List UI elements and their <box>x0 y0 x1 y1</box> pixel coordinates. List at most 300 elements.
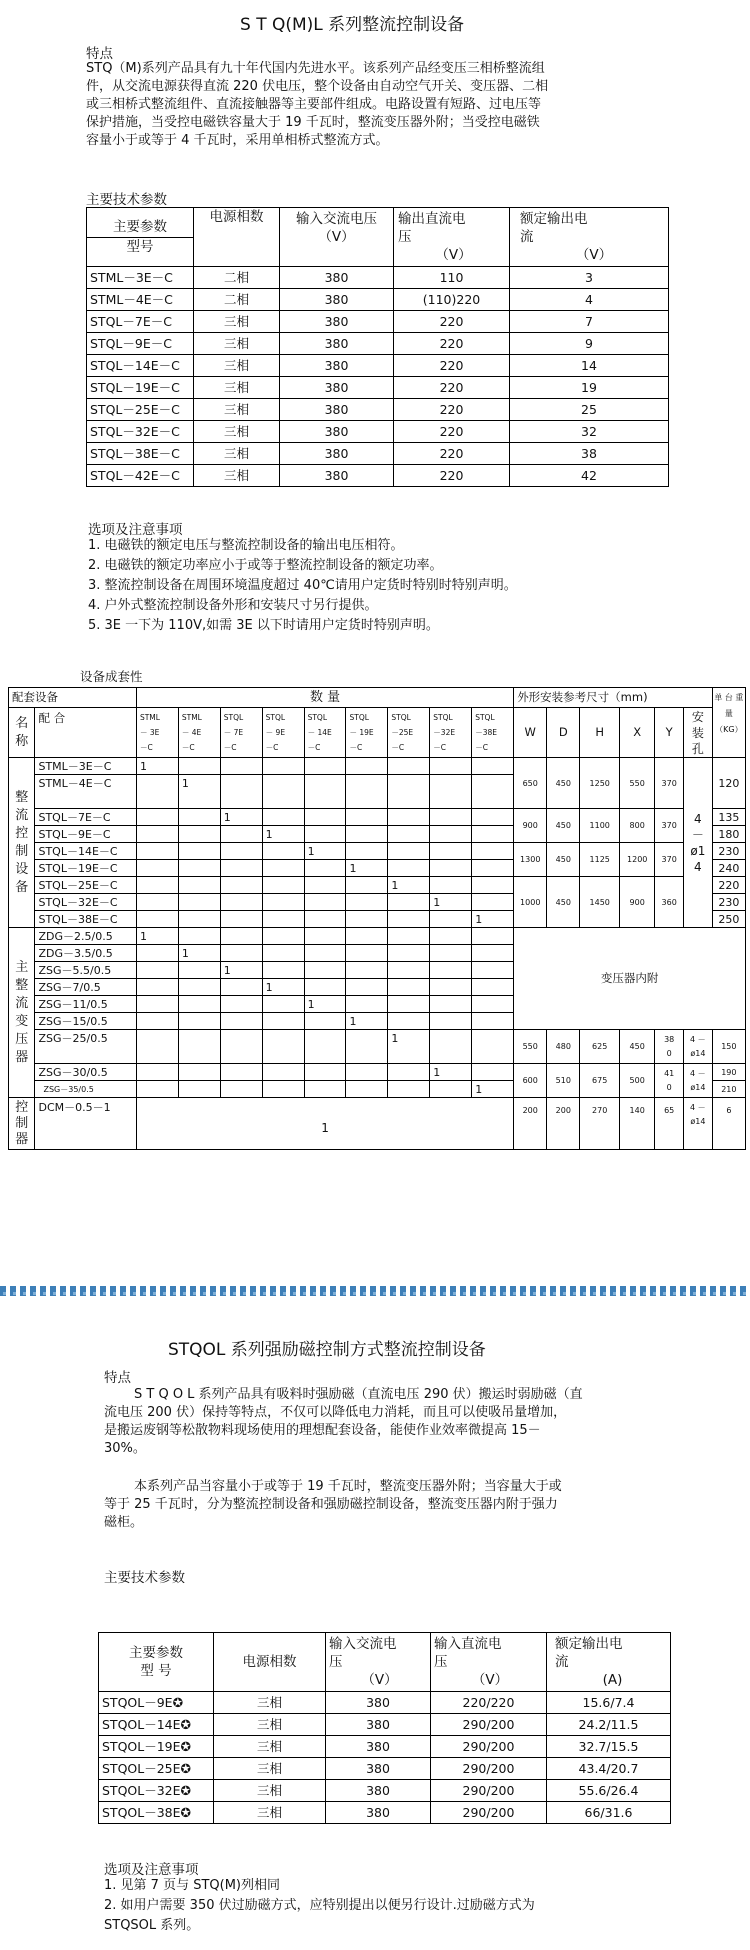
header-unit-weight-label: 单 台 重 量 <box>714 693 744 718</box>
cell-qty: 1 <box>472 1081 514 1098</box>
header-main-params <box>99 1633 214 1692</box>
section3-spec-table <box>98 1632 671 1824</box>
cell-output: (110)220 <box>394 289 510 311</box>
cell-input: 380 <box>280 311 394 333</box>
table-row <box>99 1758 671 1780</box>
cell-phases: 三相 <box>194 311 280 333</box>
header-rated-unit: （V） <box>575 247 613 263</box>
text-line: 流电压 200 伏）保持等特点，不仅可以降低电力消耗，而且可以使吸吊量增加， <box>104 1405 567 1420</box>
cell-qty: 1 <box>220 962 262 979</box>
cell-dim: 1300 <box>514 843 547 877</box>
cell-current: 43.4/20.7 <box>547 1758 671 1780</box>
cell-weight: 6 <box>712 1098 745 1150</box>
text-line: S T Q O L 系列产品具有吸料时强励磁（直流电压 290 伏）搬运时弱励磁（直 <box>134 1387 583 1402</box>
cell-output: 220 <box>394 465 510 487</box>
cell-input: 380 <box>280 399 394 421</box>
header-phases: 电源相数 <box>214 1633 326 1692</box>
cell-model: STQOL－9E✪ <box>99 1692 214 1714</box>
header-mount-hole: 安 装 孔 <box>684 708 713 758</box>
cell-dim: 1125 <box>580 843 620 877</box>
section1-params-label: 主要技术参数 <box>86 192 167 208</box>
cell-dim: 900 <box>620 877 655 928</box>
text-line: 等于 25 千瓦时，分为整流控制设备和强励磁控制设备，整流变压器内附于强力 <box>104 1497 558 1512</box>
section3-notes-label: 选项及注意事项 <box>104 1862 199 1878</box>
table-row <box>87 399 669 421</box>
cell-input: 380 <box>326 1758 431 1780</box>
mount-text: ø14 <box>690 1117 706 1126</box>
section1-notes <box>88 536 517 636</box>
cell-output: 220 <box>394 311 510 333</box>
header-rated-label: 额定输出电 <box>555 1636 623 1652</box>
header-input-unit: （V） <box>361 1672 398 1688</box>
header-quantity: 数 量 <box>136 688 513 708</box>
table-row <box>9 1098 746 1150</box>
mount-text: 4 － <box>690 1034 706 1044</box>
cell-phases: 三相 <box>214 1692 326 1714</box>
cell-model: STQL－9E－C <box>35 826 136 843</box>
cell-dim: 370 <box>655 843 684 877</box>
cell-input: 380 <box>280 355 394 377</box>
cell-dim: 450 <box>547 877 580 928</box>
table-row <box>99 1692 671 1714</box>
mount-text: ø14 <box>690 1048 706 1058</box>
table-row <box>87 421 669 443</box>
cell-mount-small <box>684 1098 713 1150</box>
qty-col-header <box>430 708 472 758</box>
cell-qty: 1 <box>388 1030 430 1064</box>
header-pairing: 配 合 <box>35 708 136 758</box>
cell-dim: 270 <box>580 1098 620 1150</box>
cell-qty: 1 <box>220 809 262 826</box>
cell-dim: 900 <box>514 809 547 843</box>
cell-current: 42 <box>510 465 669 487</box>
table-row <box>87 355 669 377</box>
header-input-label: 输入交流电 <box>329 1636 397 1652</box>
table-row <box>87 333 669 355</box>
mount-text: － <box>691 827 704 842</box>
cell-qty: 1 <box>472 911 514 928</box>
qty-col-a: STML <box>139 712 160 722</box>
header-output <box>431 1633 547 1692</box>
qty-col-b: － 14E <box>307 727 332 737</box>
list-item: 2. 电磁铁的额定功率应小于或等于整流控制设备的额定功率。 <box>88 558 443 573</box>
list-item: 1. 电磁铁的额定电压与整流控制设备的输出电压相符。 <box>88 538 404 553</box>
cell-dim: 510 <box>547 1064 580 1098</box>
qty-col-c: －C <box>391 742 405 752</box>
section2-title: 设备成套性 <box>80 669 143 684</box>
cell-model: STQOL－32E✪ <box>99 1780 214 1802</box>
cell-dim: 370 <box>655 809 684 843</box>
cell-dim: 550 <box>514 1030 547 1064</box>
cell-model: STQL－42E－C <box>87 465 194 487</box>
cell-weight: 120 <box>712 758 745 809</box>
cell-dim: 480 <box>547 1030 580 1064</box>
header-main-params <box>87 208 194 267</box>
qty-col-c: －C <box>307 742 321 752</box>
cell-qty: 1 <box>346 860 388 877</box>
cell-model: ZDG－2.5/0.5 <box>35 928 136 945</box>
cell-phases: 三相 <box>194 465 280 487</box>
qty-col-a: STQL <box>433 712 453 722</box>
cell-model: STQOL－38E✪ <box>99 1802 214 1824</box>
header-input <box>326 1633 431 1692</box>
equipment-table <box>8 687 746 1150</box>
cell-dim: 550 <box>620 758 655 809</box>
cell-mount-small <box>684 1064 713 1098</box>
cell-output: 290/200 <box>431 1758 547 1780</box>
header-output-unit: （V） <box>435 247 472 263</box>
cell-dim <box>655 1030 684 1064</box>
cell-output: 220 <box>394 421 510 443</box>
text-line: 是搬运废钢等松散物料现场使用的理想配套设备，能使作业效率微提高 15－ <box>104 1423 541 1438</box>
qty-col-b: － 19E <box>349 727 374 737</box>
header-model-label: 型 号 <box>140 1663 172 1679</box>
list-item: 5. 3E 一下为 110V,如需 3E 以下时请用户定货时特别声明。 <box>88 618 439 633</box>
cell-model: ZDG－3.5/0.5 <box>35 945 136 962</box>
qty-col-c: －C <box>139 742 153 752</box>
header-main-params-label: 主要参数 <box>113 219 167 235</box>
header-dimensions: 外形安装参考尺寸（mm) <box>514 688 713 708</box>
cell-input: 380 <box>326 1714 431 1736</box>
cell-current: 4 <box>510 289 669 311</box>
cell-current: 19 <box>510 377 669 399</box>
cell-dim: 200 <box>547 1098 580 1150</box>
cell-dim: 450 <box>547 809 580 843</box>
cell-model: STQL－32E－C <box>35 894 136 911</box>
section3-title: STQOL 系列强励磁控制方式整流控制设备 <box>168 1340 486 1360</box>
cell-dim: 1250 <box>580 758 620 809</box>
header-main-params-label: 主要参数 <box>129 1645 183 1661</box>
qty-col-header <box>220 708 262 758</box>
header-input-label2: 压 <box>329 1654 343 1670</box>
cell-model: STML－4E－C <box>87 289 194 311</box>
cell-model: STQL－38E－C <box>35 911 136 928</box>
cell-phases: 三相 <box>194 333 280 355</box>
cell-qty: 1 <box>262 979 304 996</box>
table-row <box>87 465 669 487</box>
cell-weight: 250 <box>712 911 745 928</box>
header-output-dc-label: 输出直流电 <box>398 211 466 227</box>
cell-current: 32 <box>510 421 669 443</box>
cell-input: 380 <box>280 377 394 399</box>
cell-current: 32.7/15.5 <box>547 1736 671 1758</box>
qty-col-a: STML <box>181 712 202 722</box>
cell-model: STQL－7E－C <box>35 809 136 826</box>
cell-input: 380 <box>326 1692 431 1714</box>
header-rated-label2: 流 <box>555 1654 569 1670</box>
qty-col-header <box>472 708 514 758</box>
qty-col-header <box>346 708 388 758</box>
cell-model: DCM－0.5－1 <box>35 1098 136 1150</box>
cell-dim: 1100 <box>580 809 620 843</box>
cell-output: 110 <box>394 267 510 289</box>
table-row <box>9 809 746 826</box>
cell-output: 290/200 <box>431 1802 547 1824</box>
cell-current: 3 <box>510 267 669 289</box>
table-row <box>87 289 669 311</box>
cell-input: 380 <box>280 333 394 355</box>
dim-col-w: W <box>514 708 547 758</box>
cell-qty: 1 <box>136 758 178 775</box>
dim-col-y: Y <box>655 708 684 758</box>
mount-text: 4 － <box>690 1103 706 1112</box>
cell-model: ZSG－11/0.5 <box>35 996 136 1013</box>
header-paired-equipment: 配套设备 <box>9 688 137 708</box>
cell-output: 220/220 <box>431 1692 547 1714</box>
cell-weight: 150 <box>712 1030 745 1064</box>
header-unit-weight <box>712 688 745 758</box>
qty-col-b: － 9E <box>265 727 286 737</box>
cell-weight: 180 <box>712 826 745 843</box>
cell-dim: 65 <box>655 1098 684 1150</box>
cell-phases: 二相 <box>194 267 280 289</box>
cell-dim: 1450 <box>580 877 620 928</box>
list-item: 3. 整流控制设备在周围环境温度超过 40℃请用户定货时特别时特别声明。 <box>88 578 517 593</box>
cell-model: STQL－19E－C <box>35 860 136 877</box>
cell-qty: 1 <box>178 945 220 962</box>
cell-model: STQL－25E－C <box>87 399 194 421</box>
cell-qty: 1 <box>430 1064 472 1081</box>
text-line: 磁柜。 <box>104 1515 144 1530</box>
dim-col-h: H <box>580 708 620 758</box>
cell-model: STQOL－14E✪ <box>99 1714 214 1736</box>
cell-current: 7 <box>510 311 669 333</box>
cell-phases: 三相 <box>214 1714 326 1736</box>
cell-dim: 1200 <box>620 843 655 877</box>
table-row <box>87 443 669 465</box>
cell-model: ZSG－25/0.5 <box>35 1030 136 1064</box>
cell-qty: 1 <box>136 928 178 945</box>
qty-col-c: －C <box>223 742 237 752</box>
qty-col-a: STQL <box>391 712 411 722</box>
header-input-unit: （V） <box>318 229 355 245</box>
cell-phases: 三相 <box>194 399 280 421</box>
mount-text: 4 － <box>690 1068 706 1078</box>
cell-phases: 三相 <box>214 1780 326 1802</box>
qty-col-header <box>262 708 304 758</box>
cell-output: 220 <box>394 399 510 421</box>
cell-input: 380 <box>280 267 394 289</box>
cell-model: ZSG－35/0.5 <box>35 1081 136 1098</box>
cell-model: STQL－14E－C <box>87 355 194 377</box>
mount-text: ø1 <box>690 843 706 858</box>
header-name-col: 名 称 <box>9 708 35 758</box>
cell-dim: 800 <box>620 809 655 843</box>
qty-col-a: STQL <box>307 712 328 722</box>
qty-col-header <box>136 708 178 758</box>
cell-dim: 140 <box>620 1098 655 1150</box>
cell-qty: 1 <box>262 826 304 843</box>
text-line: STQ（M)系列产品具有九十年代国内先进水平。该系列产品经变压三相桥整流组 <box>86 61 545 76</box>
cell-mount-small <box>684 1030 713 1064</box>
header-rated-label: 额定输出电 <box>520 211 588 227</box>
cell-phases: 二相 <box>194 289 280 311</box>
qty-col-b: － 7E <box>223 727 244 737</box>
table-row <box>9 843 746 860</box>
dim-col-x: X <box>620 708 655 758</box>
section3-features-label: 特点 <box>104 1370 131 1386</box>
cell-input: 380 <box>280 465 394 487</box>
cell-phases: 三相 <box>194 421 280 443</box>
cell-current: 55.6/26.4 <box>547 1780 671 1802</box>
transformer-internal-note: 变压器内附 <box>514 928 746 1030</box>
header-output-label: 输入直流电 <box>434 1636 502 1652</box>
list-item: 1. 见第 7 页与 STQ(M)列相同 <box>104 1878 280 1893</box>
cell-dim: 625 <box>580 1030 620 1064</box>
header-output-dc-label2: 压 <box>398 229 412 245</box>
qty-col-c: －C <box>265 742 279 752</box>
dim-col-d: D <box>547 708 580 758</box>
text-line: 件，从交流电源获得直流 220 伏电压，整个设备由自动空气开关、变压器、二相 <box>86 79 549 94</box>
cell-dim: 450 <box>547 758 580 809</box>
category-control: 整 流 控 制 设 备 <box>9 758 35 928</box>
text-line: 本系列产品当容量小于或等于 19 千瓦时，整流变压器外附；当容量大于或 <box>134 1479 562 1494</box>
header-phases: 电源相数 <box>194 208 280 267</box>
cell-phases: 三相 <box>214 1758 326 1780</box>
cell-output: 220 <box>394 377 510 399</box>
cell-dim: 370 <box>655 758 684 809</box>
cell-model: STQL－38E－C <box>87 443 194 465</box>
cell-dim: 650 <box>514 758 547 809</box>
cell-weight: 190 <box>712 1064 745 1081</box>
cell-input: 380 <box>326 1780 431 1802</box>
cell-model: STQOL－25E✪ <box>99 1758 214 1780</box>
qty-col-header <box>304 708 346 758</box>
cell-weight: 230 <box>712 894 745 911</box>
mount-text: ø14 <box>690 1082 706 1092</box>
table-row <box>9 1064 746 1081</box>
table-row <box>87 377 669 399</box>
cell-dim: 450 <box>547 843 580 877</box>
text-line: 或三相桥式整流组件、直流接触器等主要部件组成。电路设置有短路、过电压等 <box>86 97 542 112</box>
cell-current: 15.6/7.4 <box>547 1692 671 1714</box>
section1-spec-table <box>86 207 669 487</box>
table-row <box>9 877 746 894</box>
cell-phases: 三相 <box>194 443 280 465</box>
cell-input: 380 <box>280 289 394 311</box>
qty-col-header <box>178 708 220 758</box>
category-controller: 控 制 器 <box>9 1098 35 1150</box>
cell-phases: 三相 <box>194 377 280 399</box>
list-item: 4. 户外式整流控制设备外形和安装尺寸另行提供。 <box>88 598 378 613</box>
cell-qty: 1 <box>430 894 472 911</box>
cell-input: 380 <box>326 1736 431 1758</box>
cell-current: 9 <box>510 333 669 355</box>
list-item: STQSOL 系列。 <box>104 1918 200 1933</box>
category-transformer: 主 整 流 变 压 器 <box>9 928 35 1098</box>
section3-params-label: 主要技术参数 <box>104 1570 185 1586</box>
header-output-label2: 压 <box>434 1654 448 1670</box>
header-input-ac-label: 输入交流电压 <box>296 211 377 227</box>
cell-model: STQOL－19E✪ <box>99 1736 214 1758</box>
cell-model: STQL－32E－C <box>87 421 194 443</box>
cell-output: 220 <box>394 333 510 355</box>
qty-col-b: －32E <box>433 727 456 737</box>
table-row <box>99 1714 671 1736</box>
cell-model: STQL－7E－C <box>87 311 194 333</box>
qty-col-a: STQL <box>475 712 495 722</box>
cell-current: 66/31.6 <box>547 1802 671 1824</box>
header-rated-label2: 流 <box>520 229 534 245</box>
section1-features-label: 特点 <box>86 46 113 62</box>
qty-col-b: －38E <box>475 727 497 737</box>
header-output-dc <box>394 208 510 267</box>
dim-part: 0 <box>666 1048 672 1058</box>
qty-col-c: －C <box>475 742 488 752</box>
cell-qty: 1 <box>304 843 346 860</box>
cell-weight: 210 <box>712 1081 745 1098</box>
cell-model: STQL－9E－C <box>87 333 194 355</box>
section3-notes <box>104 1876 535 1936</box>
cell-output: 290/200 <box>431 1736 547 1758</box>
cell-output: 220 <box>394 355 510 377</box>
cell-dim: 1000 <box>514 877 547 928</box>
mount-text: 4 <box>694 859 702 874</box>
cell-dim: 200 <box>514 1098 547 1150</box>
qty-col-c: －C <box>181 742 195 752</box>
cell-phases: 三相 <box>214 1802 326 1824</box>
cell-dim: 450 <box>620 1030 655 1064</box>
table-row <box>87 267 669 289</box>
section1-notes-label: 选项及注意事项 <box>88 522 183 538</box>
cell-output: 290/200 <box>431 1780 547 1802</box>
cell-model: ZSG－30/0.5 <box>35 1064 136 1081</box>
list-item: 2. 如用户需要 350 伏过励磁方式，应特别提出以便另行设计.过励磁方式为 <box>104 1898 535 1913</box>
cell-dim: 360 <box>655 877 684 928</box>
cell-model: STQL－14E－C <box>35 843 136 860</box>
cell-weight: 220 <box>712 877 745 894</box>
cell-dim: 500 <box>620 1064 655 1098</box>
cell-model: ZSG－15/0.5 <box>35 1013 136 1030</box>
section1-title: S T Q(M)L 系列整流控制设备 <box>240 15 465 35</box>
qty-col-b: － 3E <box>139 727 160 737</box>
cell-weight: 135 <box>712 809 745 826</box>
cell-phases: 三相 <box>194 355 280 377</box>
qty-col-b: － 4E <box>181 727 202 737</box>
qty-col-a: STQL <box>265 712 286 722</box>
cell-dim: 675 <box>580 1064 620 1098</box>
cell-current: 25 <box>510 399 669 421</box>
section3-para2 <box>104 1478 562 1532</box>
table-row <box>9 758 746 775</box>
cell-model: ZSG－5.5/0.5 <box>35 962 136 979</box>
table-row <box>99 1802 671 1824</box>
cell-model: ZSG－7/0.5 <box>35 979 136 996</box>
mount-text: 4 <box>694 811 702 826</box>
qty-col-a: STQL <box>223 712 244 722</box>
table-row <box>9 1030 746 1064</box>
qty-col-header <box>388 708 430 758</box>
dim-part: 0 <box>666 1082 672 1092</box>
cell-model: STML－4E－C <box>35 775 136 809</box>
header-input-ac <box>280 208 394 267</box>
cell-model: STQL－25E－C <box>35 877 136 894</box>
cell-qty: 1 <box>346 1013 388 1030</box>
section3-para1 <box>104 1386 583 1458</box>
cell-qty: 1 <box>388 877 430 894</box>
cell-model: STML－3E－C <box>87 267 194 289</box>
cell-qty: 1 <box>304 996 346 1013</box>
cell-input: 380 <box>326 1802 431 1824</box>
cell-current: 24.2/11.5 <box>547 1714 671 1736</box>
section1-features-text <box>86 60 686 150</box>
header-model-label: 型号 <box>87 237 193 255</box>
qty-col-c: －C <box>433 742 447 752</box>
cell-phases: 三相 <box>214 1736 326 1758</box>
header-kg-label: （KG） <box>715 725 743 734</box>
header-output-unit: （V） <box>471 1672 509 1688</box>
text-line: 容量小于或等于 4 千瓦时，采用单相桥式整流方式。 <box>86 133 389 148</box>
